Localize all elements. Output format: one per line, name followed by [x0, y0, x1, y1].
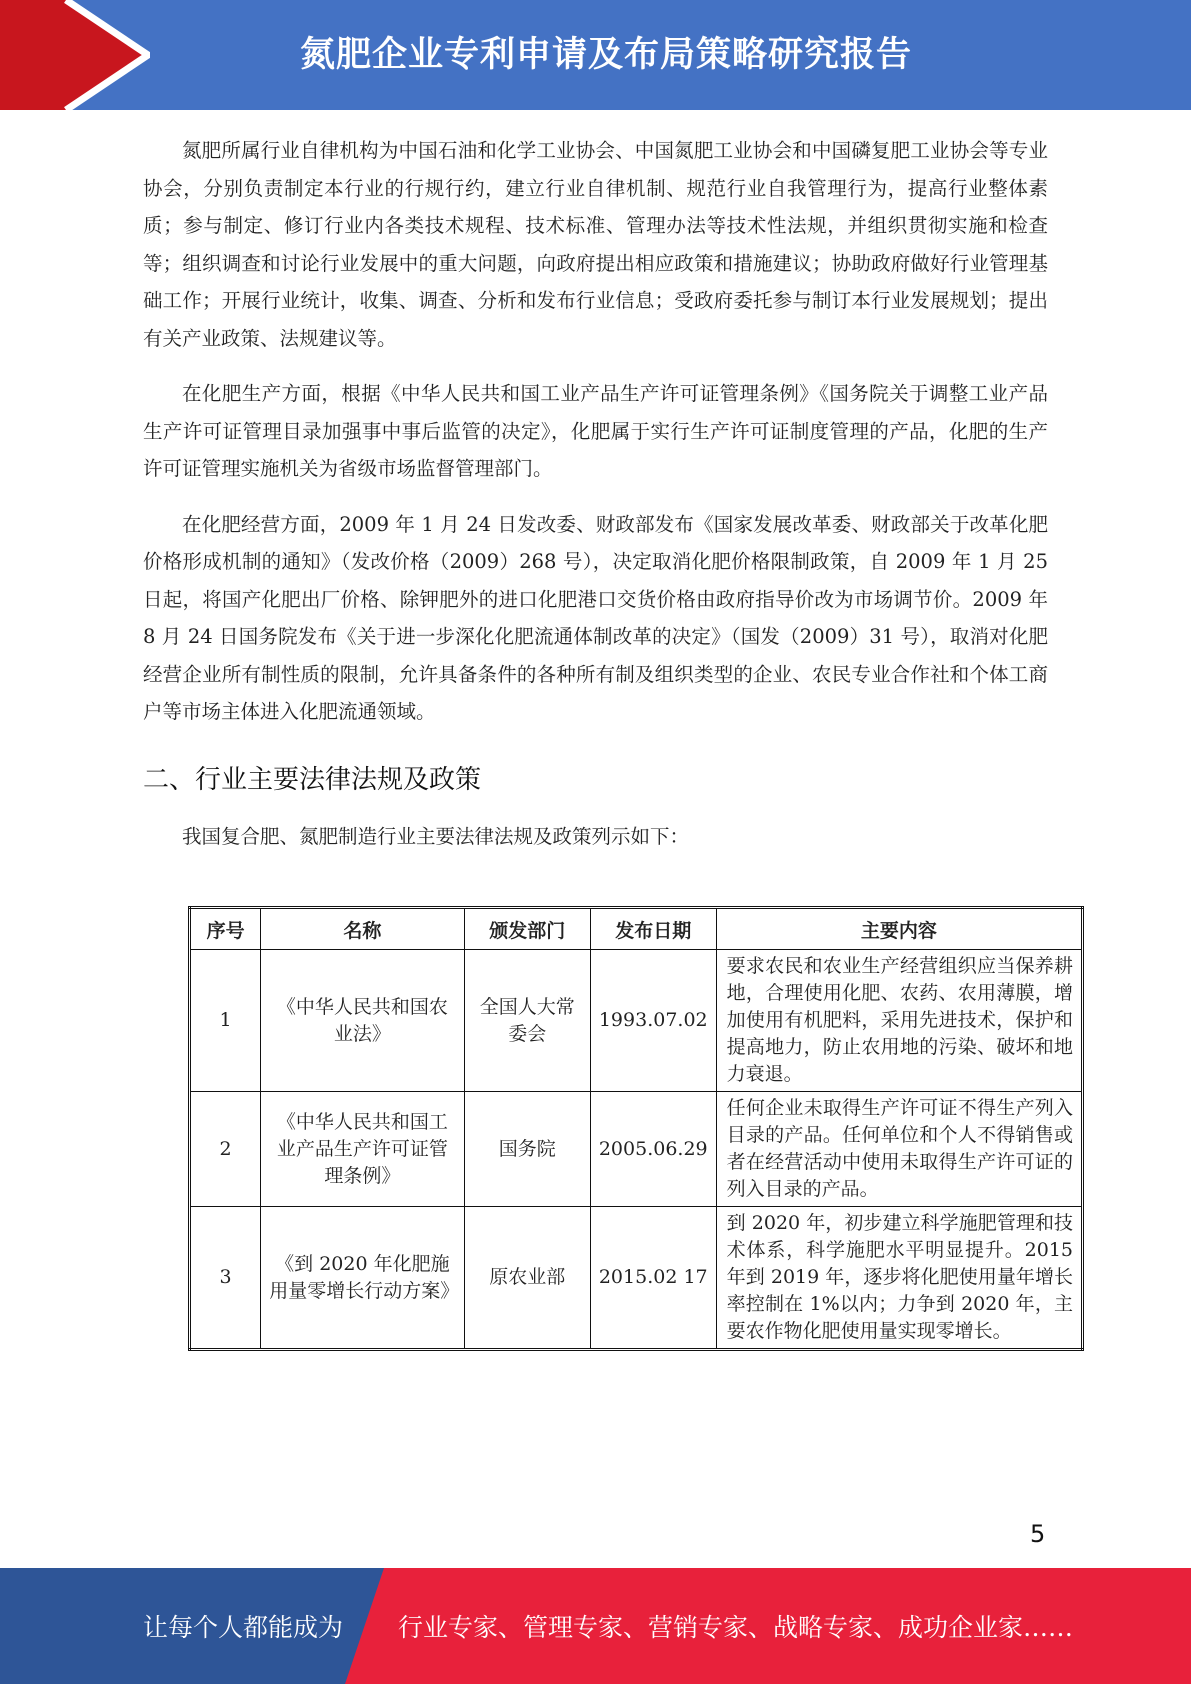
col-header-name: 名称 [261, 908, 464, 950]
cell-issuer: 国务院 [464, 1092, 590, 1207]
table-intro: 我国复合肥、氮肥制造行业主要法律法规及政策列示如下： [182, 824, 690, 848]
cell-content: 任何企业未取得生产许可证不得生产列入目录的产品。任何单位和个人不得销售或者在经营活动中使用未取得生产许可证的列入目录的产品。 [716, 1092, 1082, 1207]
cell-issuer: 全国人大常委会 [464, 950, 590, 1092]
table-row [190, 1092, 1083, 1207]
footer-slogan-left: 让每个人都能成为 [143, 1613, 344, 1642]
cell-date: 2005.06.29 [590, 1092, 716, 1207]
page-number: 5 [1030, 1520, 1046, 1548]
table-row [190, 1207, 1083, 1350]
cell-name: 《中华人民共和国农业法》 [261, 950, 464, 1092]
cell-index: 1 [190, 950, 261, 1092]
table-header-row [190, 908, 1083, 950]
table-row [190, 950, 1083, 1092]
page-footer [0, 1568, 1191, 1684]
paragraph-1: 氮肥所属行业自律机构为中国石油和化学工业协会、中国氮肥工业协会和中国磷复肥工业协会等专业协会，分别负责制定本行业的行规行约，建立行业自律机制、规范行业自我管理行为，提高行业整体素质；参与制定、修订行业内各类技术规程、技术标准、管理办法等技术性法规，并组织贯彻实施和检查等；组织调查和讨论行业发展中的重大问题，向政府提出相应政策和措施建议；协助政府做好行业管理基础工作；开展行业统计，收集、调查、分析和发布行业信息；受政府委托参与制订本行业发展规划；提出有关产业政策、法规建议等。 [143, 139, 1048, 350]
col-header-issuer: 颁发部门 [464, 908, 590, 950]
document-title: 氮肥企业专利申请及布局策略研究报告 [300, 35, 913, 75]
cell-name: 《到 2020 年化肥施用量零增长行动方案》 [261, 1207, 464, 1350]
cell-date: 2015.02 17 [590, 1207, 716, 1350]
page-header [0, 0, 1191, 110]
cell-index: 3 [190, 1207, 261, 1350]
cell-content: 要求农民和农业生产经营组织应当保养耕地，合理使用化肥、农药、农用薄膜，增加使用有机肥料，采用先进技术，保护和提高地力，防止农用地的污染、破坏和地力衰退。 [716, 950, 1082, 1092]
col-header-index: 序号 [190, 908, 261, 950]
section-heading: 二、行业主要法律法规及政策 [143, 764, 482, 795]
paragraph-3: 在化肥经营方面，2009 年 1 月 24 日发改委、财政部发布《国家发展改革委、财政部关于改革化肥价格形成机制的通知》（发改价格（2009）268 号），决定取消化肥价格限制政策，自 2009 年 1 月 25 日起，将国产化肥出厂价格、除钾肥外的进口化肥港口交货价格由政府指导价改为市场调节价。2009 年 8 月 24 日国务院发布《关于进一步深化化肥流通体制改革的决定》（国发（2009）31 号），取消对化肥经营企业所有制性质的限制，允许具备条件的各种所有制及组织类型的企业、农民专业合作社和个体工商户等市场主体进入化肥流通领域。 [143, 512, 1048, 723]
col-header-content: 主要内容 [716, 908, 1082, 950]
cell-issuer: 原农业部 [464, 1207, 590, 1350]
footer-slogan-right: 行业专家、管理专家、营销专家、战略专家、成功企业家…… [398, 1613, 1074, 1642]
header-arrow-decoration [0, 0, 150, 110]
cell-date: 1993.07.02 [590, 950, 716, 1092]
cell-content: 到 2020 年，初步建立科学施肥管理和技术体系，科学施肥水平明显提升。2015 年到 2019 年，逐步将化肥使用量年增长率控制在 1%以内；力争到 2020 年，主要农作物化肥使用量实现零增长。 [716, 1207, 1082, 1350]
paragraph-2: 在化肥生产方面，根据《中华人民共和国工业产品生产许可证管理条例》《国务院关于调整工业产品生产许可证管理目录加强事中事后监管的决定》，化肥属于实行生产许可证制度管理的产品，化肥的生产许可证管理实施机关为省级市场监督管理部门。 [143, 382, 1048, 480]
main-content [143, 132, 1048, 873]
cell-index: 2 [190, 1092, 261, 1207]
cell-name: 《中华人民共和国工业产品生产许可证管理条例》 [261, 1092, 464, 1207]
laws-policies-table [188, 906, 1084, 1351]
col-header-date: 发布日期 [590, 908, 716, 950]
